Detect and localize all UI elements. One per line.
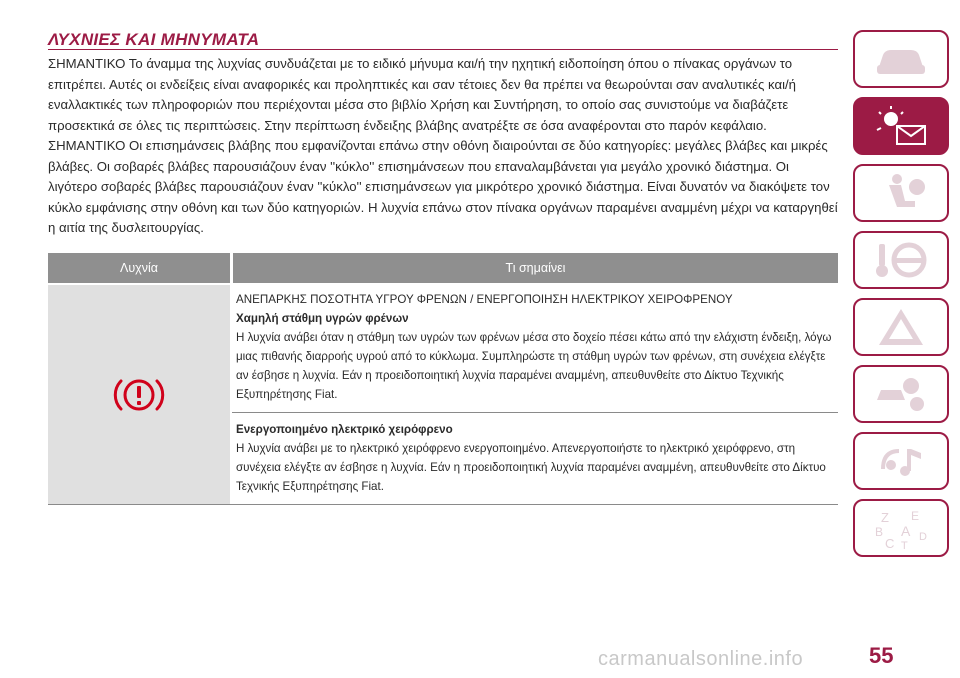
meaning-cell: [230, 283, 838, 504]
index-letter: T: [901, 540, 908, 550]
title-rule: [48, 49, 838, 50]
index-letter: Z: [881, 510, 889, 525]
warning-triangle-icon: [871, 305, 931, 349]
index-letter: B: [875, 525, 884, 539]
lamp-cell: [48, 283, 230, 504]
tab-key-steering[interactable]: [853, 231, 949, 289]
index-letter: A: [901, 523, 911, 539]
meaning-block-2: [232, 412, 838, 504]
warning-table: [48, 253, 838, 505]
tab-car-service[interactable]: [853, 365, 949, 423]
tab-seat-airbag[interactable]: [853, 164, 949, 222]
meaning-text: Η λυχνία ανάβει με το ηλεκτρικό χειρόφρενο ενεργοποιημένο. Απενεργοποιήστε το ηλεκτρικό χειρόφρενο, στη συνέχεια ελέγξτε αν έσβησε η λυχνία. Εάν η προειδοποιητική λυχνία παραμένει αναμμένη, απευθυνθείτε στο Δίκτυο Τεχνικής Εξυπηρέτησης Fiat.: [236, 442, 826, 493]
alphabetical-index-icon: [871, 506, 931, 550]
tab-emergency[interactable]: [853, 298, 949, 356]
header-lamp: Λυχνία: [119, 261, 158, 275]
meaning-block-1: [232, 283, 838, 412]
index-letter: E: [911, 509, 920, 523]
key-steering-wheel-icon: [871, 238, 931, 282]
index-letter: C: [885, 536, 895, 550]
tab-warning-lights[interactable]: [853, 97, 949, 155]
intro-paragraph-2: ΣΗΜΑΝΤΙΚΟ Οι επισημάνσεις βλάβης που εμφανίζονται επάνω στην οθόνη διαιρούνται σε δύο κατηγορίες: μεγάλες βλάβες και μικρές βλάβες. Οι σοβαρές βλάβες παρουσιάζουν έναν ''κύκλο'' επισημάνσεων που επαναλαμβάνεται για μεγάλο χρονικό διάστημα. Οι λιγότερο σοβαρές βλάβες παρουσιάζουν έναν ''κύκλο'' επισημάνσεων για μικρότερο χρονικό διάστημα. Είναι δυνατόν να διακόψετε τον κύκλο εμφάνισης στην οθόνη και των δύο κατηγοριών. Η λυχνία επάνω στον πίνακα οργάνων παραμένει αναμμένη μέχρι να καταργηθεί η αιτία της δυσλειτουργίας.: [48, 138, 838, 235]
table-header: [48, 253, 838, 283]
car-service-gears-icon: [871, 372, 931, 416]
seat-airbag-icon: [871, 171, 931, 215]
chapter-sidebar: [853, 30, 951, 566]
page-number: 55: [869, 643, 894, 668]
car-dashboard-icon: [871, 37, 931, 81]
intro-paragraph-1: ΣΗΜΑΝΤΙΚΟ Το άναμμα της λυχνίας συνδυάζεται με το ειδικό μήνυμα και/ή την ηχητική ειδοποίηση όπου ο πίνακας οργάνων το επιτρέπει. Αυτές οι ενδείξεις είναι αναφορικές και προληπτικές και σαν τέτοιες δεν θα πρέπει να θεωρούνται σαν αναλυτικές και/ή εναλλακτικές των πληροφοριών που περιέχονται μέσα στο βιβλίο Χρήση και Συντήρηση, το οποίο σας συνιστούμε να διαβάζετε προσεκτικά σε όλες τις περιπτώσεις. Στην περίπτωση ένδειξης βλάβης ανατρέξτε σε όσα αναφέρονται στο παρόν κεφάλαιο.: [48, 56, 797, 133]
watermark: carmanualsonline.info: [598, 648, 804, 670]
index-letter: D: [919, 531, 927, 543]
intro-text: [48, 54, 840, 239]
tab-index[interactable]: [853, 499, 949, 557]
multimedia-icon: [871, 439, 931, 483]
header-meaning: Τι σημαίνει: [505, 261, 566, 275]
meaning-text: Η λυχνία ανάβει όταν η στάθμη των υγρών των φρένων μέσα στο δοχείο πέσει κάτω από την ελάχιστη ένδειξη, λόγω μιας πιθανής διαρροής υγρού από το κύκλωμα. Συμπληρώστε τη στάθμη υγρών των φρένων, στη συνέχεια ελέγξτε αν έσβησε η λυχνία. Εάν η προειδοποιητική λυχνία παραμένει αναμμένη, απευθυνθείτε στο Δίκτυο Τεχνικής Εξυπηρέτησης Fiat.: [236, 331, 832, 401]
tab-multimedia[interactable]: [853, 432, 949, 490]
meaning-caps: ΑΝΕΠΑΡΚΗΣ ΠΟΣΟΤΗΤΑ ΥΓΡΟΥ ΦΡΕΝΩΝ / ΕΝΕΡΓΟΠΟΙΗΣΗ ΗΛΕΚΤΡΙΚΟΥ ΧΕΙΡΟΦΡΕΝΟΥ: [236, 293, 733, 306]
warning-lights-messages-icon: [871, 104, 931, 148]
table-row: [48, 283, 838, 505]
meaning-heading: Ενεργοποιημένο ηλεκτρικό χειρόφρενο: [236, 423, 453, 436]
meaning-heading: Χαμηλή στάθμη υγρών φρένων: [236, 312, 409, 325]
tab-car-dashboard[interactable]: [853, 30, 949, 88]
brake-warning-icon: [106, 372, 172, 418]
page-title: ΛΥΧΝΙΕΣ ΚΑΙ ΜΗΝΥΜΑΤΑ: [48, 30, 260, 49]
